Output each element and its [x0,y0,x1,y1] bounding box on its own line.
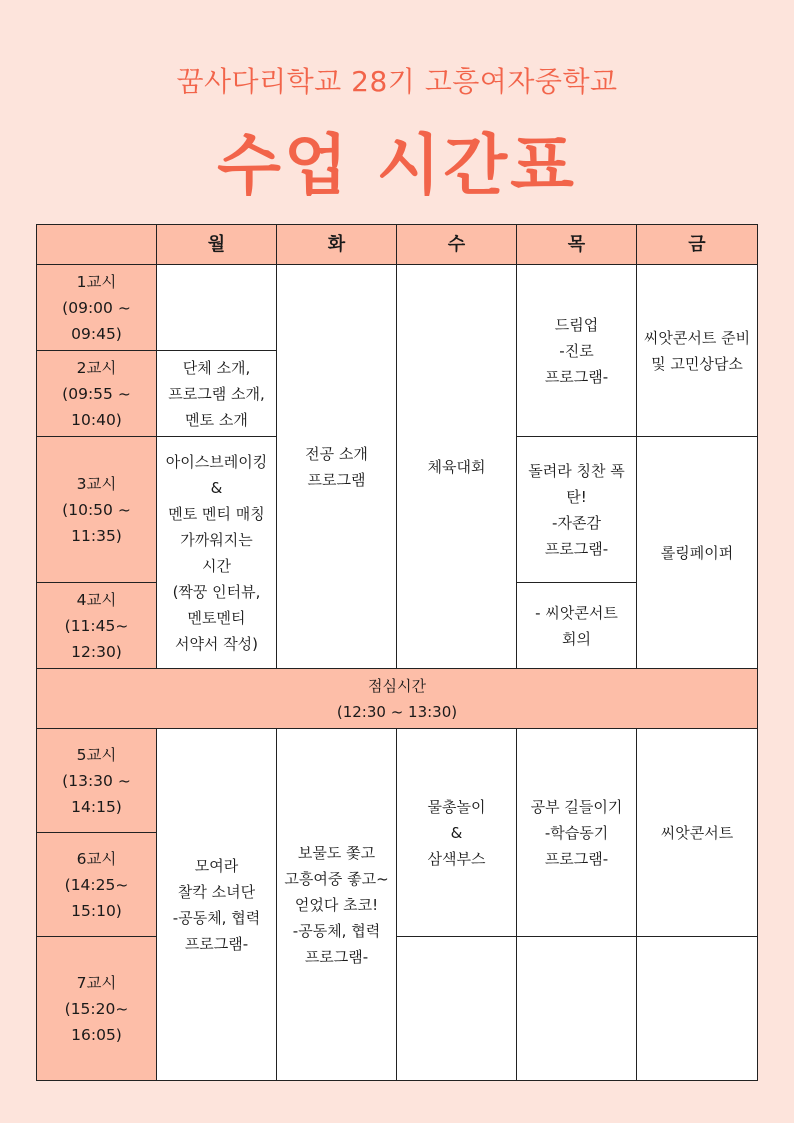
day-header-wed: 수 [397,225,517,265]
fri-period-1-2: 씨앗콘서트 준비 및 고민상담소 [637,265,758,437]
fri-period-7 [637,937,758,1081]
tue-afternoon: 보물도 쫓고 고흥여중 좋고~ 얻었다 초코! -공동체, 협력 프로그램- [277,729,397,1081]
period-4-label: 4교시 (11:45~ 12:30) [37,583,157,669]
corner-cell [37,225,157,265]
period-2-label: 2교시 (09:55 ~ 10:40) [37,351,157,437]
period-3-label: 3교시 (10:50 ~ 11:35) [37,437,157,583]
mon-period-2: 단체 소개, 프로그램 소개, 멘토 소개 [157,351,277,437]
lunch-row [37,669,758,729]
period-5-label: 5교시 (13:30 ~ 14:15) [37,729,157,833]
wed-period-7 [397,937,517,1081]
period-7-label: 7교시 (15:20~ 16:05) [37,937,157,1081]
mon-period-3-4: 아이스브레이킹 & 멘토 멘티 매칭 가까워지는 시간 (짝꿍 인터뷰, 멘토멘티 서약서 작성) [157,437,277,669]
period-6-label: 6교시 (14:25~ 15:10) [37,833,157,937]
mon-period-1 [157,265,277,351]
day-header-fri: 금 [637,225,758,265]
day-header-tue: 화 [277,225,397,265]
thu-period-3: 돌려라 칭찬 폭 탄! -자존감 프로그램- [517,437,637,583]
wed-morning: 체육대회 [397,265,517,669]
lunch-cell: 점심시간 (12:30 ~ 13:30) [37,669,758,729]
table-row [37,265,758,351]
day-header-mon: 월 [157,225,277,265]
timetable [36,224,758,1081]
thu-period-7 [517,937,637,1081]
day-header-thu: 목 [517,225,637,265]
page-title: 수업 시간표 [217,127,577,204]
header-row [37,225,758,265]
table-row [37,729,758,833]
table-row [37,937,758,1081]
wed-period-5-6: 물총놀이 & 삼색부스 [397,729,517,937]
thu-period-1-2: 드림업 -진로 프로그램- [517,265,637,437]
fri-period-3-4: 롤링페이퍼 [637,437,758,669]
tue-morning: 전공 소개 프로그램 [277,265,397,669]
thu-period-5-6: 공부 길들이기 -학습동기 프로그램- [517,729,637,937]
mon-afternoon: 모여라 찰칵 소녀단 -공동체, 협력 프로그램- [157,729,277,1081]
school-subtitle: 꿈사다리학교 28기 고흥여자중학교 [176,65,618,98]
thu-period-4: - 씨앗콘서트 회의 [517,583,637,669]
fri-period-5-6: 씨앗콘서트 [637,729,758,937]
period-1-label: 1교시 (09:00 ~ 09:45) [37,265,157,351]
